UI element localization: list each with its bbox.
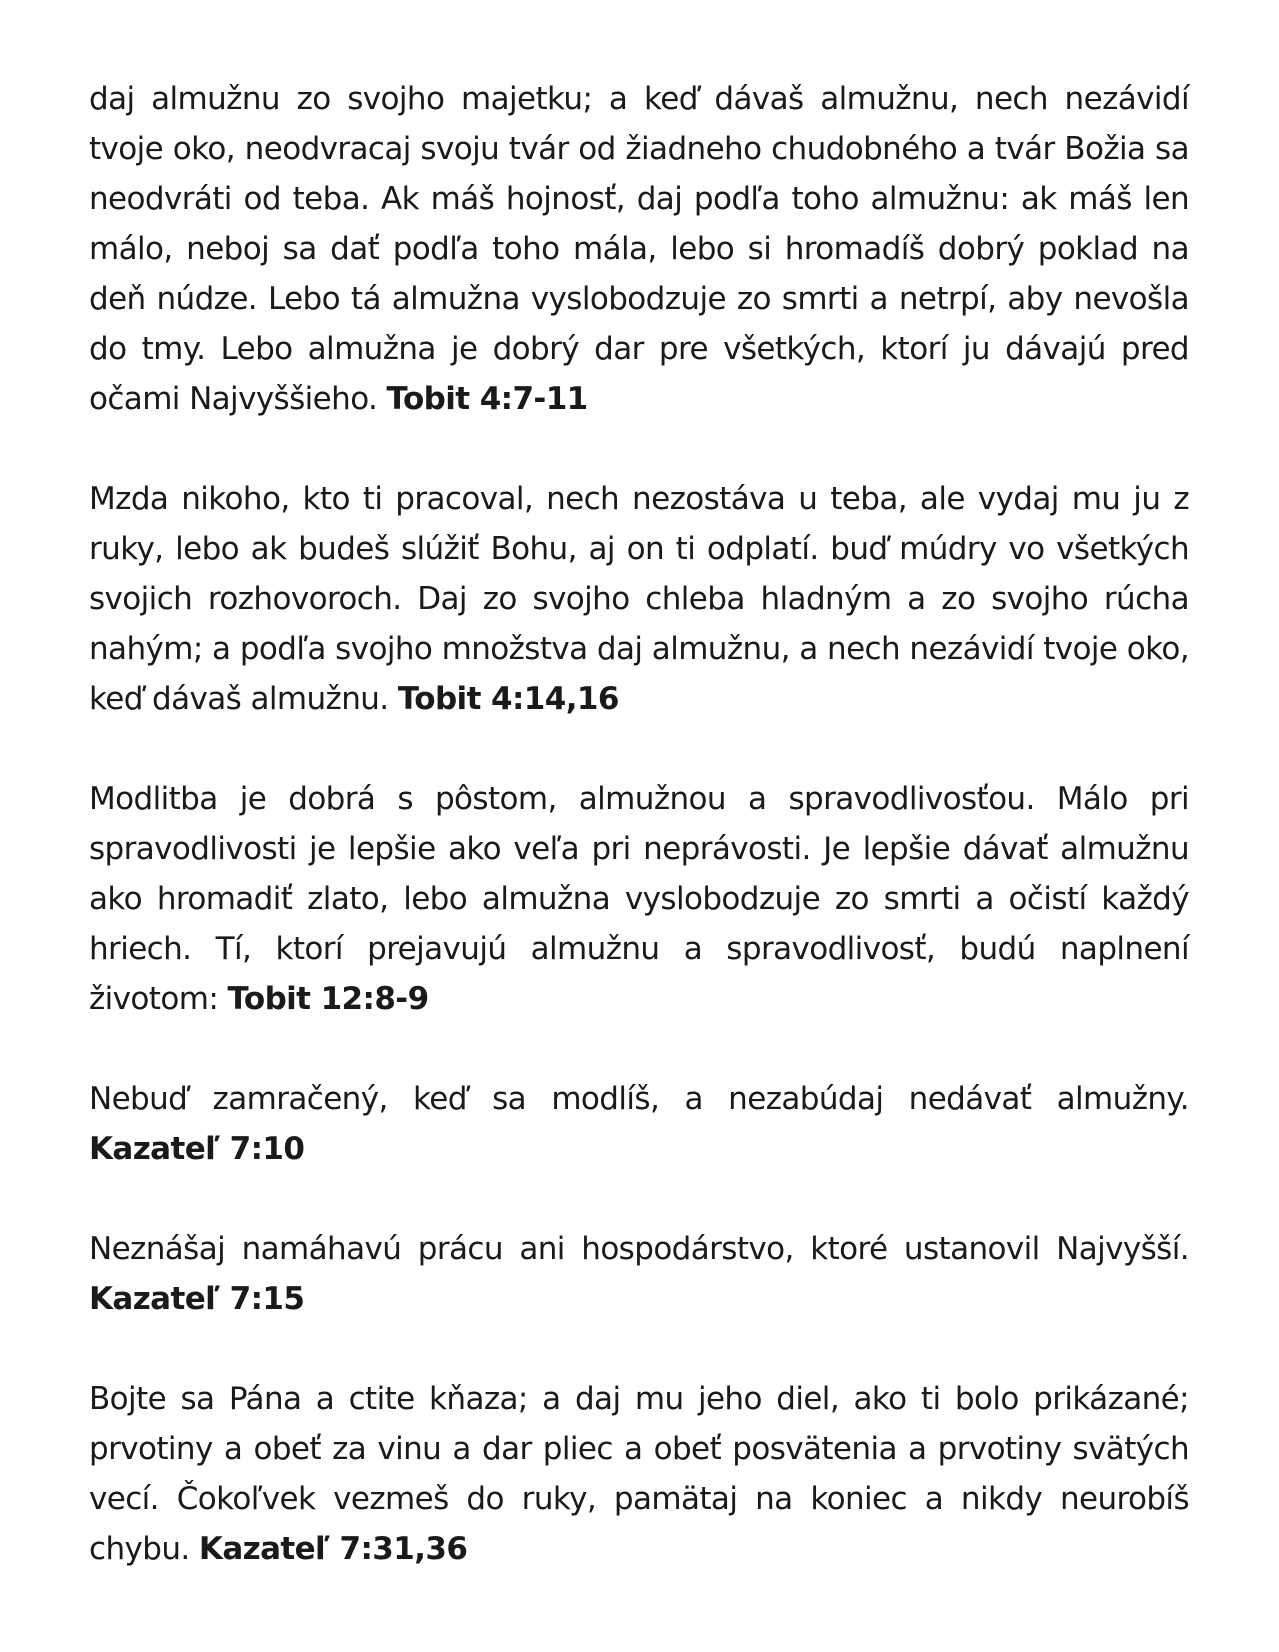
paragraph-4 — [89, 1074, 1189, 1174]
paragraph-5 — [89, 1224, 1189, 1324]
paragraph-text: Modlitba je dobrá s pôstom, almužnou a spravodlivosťou. Málo pri spravodlivosti je lepšie ako veľa pri neprávosti. Je lepšie dávať almužnu ako hromadiť zlato, lebo almužna vyslobodzuje zo smrti a očistí každý hriech. Tí, ktorí prejavujú almužnu a spravodlivosť, budú naplnení životom: — [89, 781, 1189, 1017]
paragraph-6 — [89, 1374, 1189, 1574]
scripture-reference: Tobit 12:8-9 — [227, 981, 429, 1017]
scripture-reference: Tobit 4:7-11 — [386, 381, 588, 417]
paragraph-1 — [89, 74, 1189, 424]
paragraph-text: Nebuď zamračený, keď sa modlíš, a nezabúdaj nedávať almužny. — [89, 1081, 1189, 1117]
document-page — [89, 74, 1189, 1624]
scripture-reference: Kazateľ 7:10 — [89, 1131, 305, 1167]
scripture-reference: Kazateľ 7:15 — [89, 1281, 305, 1317]
paragraph-text: Bojte sa Pána a ctite kňaza; a daj mu jeho diel, ako ti bolo prikázané; prvotiny a obeť za vinu a dar pliec a obeť posvätenia a prvotiny svätých vecí. Čokoľvek vezmeš do ruky, pamätaj na koniec a nikdy neurobíš chybu. — [89, 1381, 1189, 1567]
paragraph-text: daj almužnu zo svojho majetku; a keď dávaš almužnu, nech nezávidí tvoje oko, neodvracaj svoju tvár od žiadneho chudobného a tvár Božia sa neodvráti od teba. Ak máš hojnosť, daj podľa toho almužnu: ak máš len málo, neboj sa dať podľa toho mála, lebo si hromadíš dobrý poklad na deň núdze. Lebo tá almužna vyslobodzuje zo smrti a netrpí, aby nevošla do tmy. Lebo almužna je dobrý dar pre všetkých, ktorí ju dávajú pred očami Najvyššieho. — [89, 81, 1189, 417]
paragraph-3 — [89, 774, 1189, 1024]
scripture-reference: Tobit 4:14,16 — [397, 681, 619, 717]
paragraph-text: Mzda nikoho, kto ti pracoval, nech nezostáva u teba, ale vydaj mu ju z ruky, lebo ak budeš slúžiť Bohu, aj on ti odplatí. buď múdry vo všetkých svojich rozhovoroch. Daj zo svojho chleba hladným a zo svojho rúcha nahým; a podľa svojho množstva daj almužnu, a nech nezávidí tvoje oko, keď dávaš almužnu. — [89, 481, 1189, 717]
scripture-reference: Kazateľ 7:31,36 — [198, 1531, 468, 1567]
paragraph-2 — [89, 474, 1189, 724]
paragraph-text: Neznášaj namáhavú prácu ani hospodárstvo, ktoré ustanovil Najvyšší. — [89, 1231, 1189, 1267]
